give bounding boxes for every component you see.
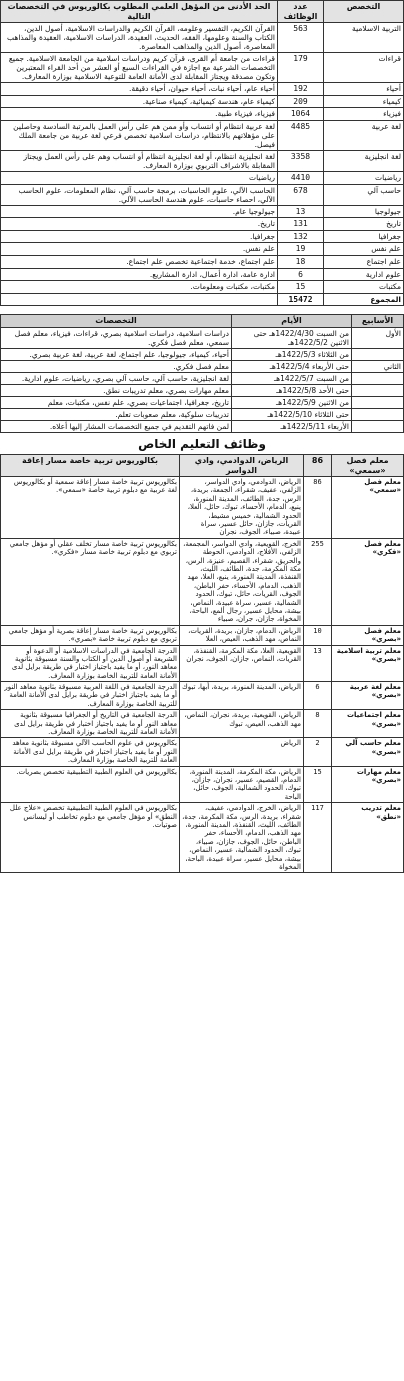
count-cell: 2	[304, 738, 332, 766]
count-cell: 13	[278, 205, 324, 218]
count-cell: 117	[304, 803, 332, 873]
spec-cell: لغة عربية	[324, 120, 404, 150]
qualification-cell: بكالوريوس تربية خاصة مسار تخلف عقلي أو مؤهل جامعي تربوي مع دبلوم تربية خاصة مسار «فكري».	[1, 538, 180, 625]
table-row	[1, 23, 404, 53]
cities-cell: الرياض، الدمام، جازان، بريدة، القريات، النماص، مهد الذهب، العيص، العلا	[180, 625, 304, 645]
requirement-cell: علم اجتماع، خدمة اجتماعية تخصص علم اجتماع.	[1, 255, 278, 268]
table-row	[1, 268, 404, 281]
table-row	[1, 327, 404, 348]
table-row	[1, 710, 404, 738]
days-cell: من الثلاثاء 1422/5/3هـ	[232, 348, 352, 360]
week-cell: الأول	[352, 327, 404, 348]
requirement-cell: لغة انجليزية انتظام، أو لغة انجليزية انتظام أو انتساب وهم على رأس العمل ويجتاز المقابلة بالاشراف التربوي بوزارة المعارف.	[1, 150, 278, 171]
requirement-cell: فيزياء، فيزياء طبية.	[1, 108, 278, 121]
requirement-cell: مكتبات، مكتبات ومعلومات.	[1, 281, 278, 294]
qualification-cell: الدرجة الجامعية في الدراسات الاسلامية أو الدعوة أو الشريعة أو أصول الدين أو الكتاب والسنة مسبوقة بثانوية معاهد النور، أو ما يفيد باجتياز اختبار في طريقة برايل لدى الأمانة العامة للتربية الخاصة بوزارة المعارف.	[1, 645, 180, 682]
table-row	[1, 408, 404, 420]
count-cell: 8	[304, 710, 332, 738]
col-header-role: معلم فصل «سمعي»	[332, 454, 404, 476]
role-cell: معلم تدريب «نطق»	[332, 803, 404, 873]
spec-cell: رياضيات	[324, 171, 404, 184]
days-cell: من السبت 1422/5/7هـ	[232, 372, 352, 384]
table-row	[1, 420, 404, 432]
count-cell: 10	[304, 625, 332, 645]
role-cell: معلم مهارات «بصري»	[332, 766, 404, 803]
days-cell: من الاثنين 1422/5/9هـ	[232, 396, 352, 408]
week-cell	[352, 348, 404, 360]
requirement-cell: لغة عربية انتظام أو انتساب وأو ممن هم على رأس العمل بالمرتبة السادسة وحاصلين على مؤهلاتهم بالانتظام، دراسات اسلامية تخصص فرعي لغة عربية من جامعة الملك فيصل.	[1, 120, 278, 150]
days-cell: الأربعاء 1422/5/11هـ	[232, 420, 352, 432]
specs-cell: لغة انجليزية، حاسب آلي، حاسب آلي بصري، رياضيات، علوم ادارية.	[1, 372, 232, 384]
count-cell: 678	[278, 184, 324, 205]
specs-cell: معلم مهارات بصري، معلم تدريبات نطق.	[1, 384, 232, 396]
role-cell: معلم فصل «سمعي»	[332, 477, 404, 539]
role-cell: معلم فصل «بصري»	[332, 625, 404, 645]
table-row	[1, 83, 404, 96]
count-cell: 1064	[278, 108, 324, 121]
spec-cell: لغة انجليزية	[324, 150, 404, 171]
jobs-table	[0, 0, 404, 306]
specs-cell: أحياء، كيمياء، جيولوجيا، علم اجتماع، لغة عربية، لغة عربية بصري.	[1, 348, 232, 360]
cities-cell: الرياض، القويعية، بريدة، نجران، النماص، مهد الذهب، العيص، تبوك	[180, 710, 304, 738]
col-header-spec: التخصص	[324, 1, 404, 23]
days-cell: من السبت 1422/4/30هـ حتى الاثنين 1422/5/2هـ	[232, 327, 352, 348]
count-cell: 4485	[278, 120, 324, 150]
count-cell: 6	[304, 682, 332, 710]
col-header-week: الأسابيع	[352, 315, 404, 328]
week-cell	[352, 372, 404, 384]
cities-cell: الرياض، الدوادمي، وادي الدواسر، الزلفي، عفيف، شقراء، الجمعة، بريدة، الرس، جدة، الطائف، المدينة المنورة، ينبع، الدمام، الأحساء، تبوك، حائل، العلا، الحدود الشمالية، خميس مشيط، القريات، جازان، حائل عسير، سراة عبيدة، صبياء، الجوف، نجران	[180, 477, 304, 539]
schedule-table	[0, 314, 404, 433]
spec-cell: مكتبات	[324, 281, 404, 294]
spec-cell: علم اجتماع	[324, 255, 404, 268]
table-row	[1, 477, 404, 539]
qualification-cell: بكالوريوس تربية خاصة مسار إعاقة بصرية أو مؤهل جامعي تربوي مع دبلوم تربية خاصة «بصري».	[1, 625, 180, 645]
table-row	[1, 803, 404, 873]
count-cell: 255	[304, 538, 332, 625]
specs-cell: دراسات اسلامية، دراسات اسلامية بصري، قراءات، فيزياء، معلم فصل سمعي، معلم فصل فكري.	[1, 327, 232, 348]
table-row	[1, 538, 404, 625]
spec-cell: جغرافيا	[324, 230, 404, 243]
spec-cell: قراءات	[324, 53, 404, 83]
requirement-cell: قراءات من جامعة أم القرى، قرآن كريم ودراسات اسلامية من الجامعة الاسلامية. جميع التخصصات الشرعية مع اجازة في القراءات السبع أو العشر من أحد القراء المعتبرين وتكون مصدقة ويجتاز المقابلة لدى الأمانة العامة للتوعية الاسلامية بوزارة المعارف.	[1, 53, 278, 83]
qualification-cell: الدرجة الجامعية في التاريخ أو الجغرافيا مسبوقة بثانوية معاهد النور أو ما يفيد باجتياز اختبار في طريقة برايل لدى الأمانة العامة للتربية الخاصة بوزارة المعارف.	[1, 710, 180, 738]
spec-cell: جيولوجيا	[324, 205, 404, 218]
count-cell: 209	[278, 95, 324, 108]
requirement-cell: جيولوجيا عام.	[1, 205, 278, 218]
total-value: 15472	[278, 293, 324, 306]
count-cell: 15	[278, 281, 324, 294]
spec-cell: تاريخ	[324, 218, 404, 231]
col-header-requirement: الحد الأدنى من المؤهل العلمي المطلوب بكالوريوس في التخصصات التالية	[1, 1, 278, 23]
col-header-specs: التخصصات	[1, 315, 232, 328]
table-row	[1, 255, 404, 268]
table-row	[1, 243, 404, 256]
role-cell: معلم تربية اسلامية «بصري»	[332, 645, 404, 682]
cities-cell: الخرج، القويعية، وادي الدواسر، المجمعة، الزلفي، الأفلاج، الدوادمي، الحوطة والحريق، شقراء، القصيم، عنيزة، الرس، مكة المكرمة، جدة، الطائف، الليث، القنفذة، المدينة المنورة، ينبع، العلا، مهد الذهب، الدمام، الأحساء، حفر الباطن، الجوف، القريات، حائل، تبوك، الحدود الشمالية، عسير، سراة عبيدة، النماص، بيشة، محايل عسير، رجال ألمع، الباحة، المخواة، جازان، جران، صبياء	[180, 538, 304, 625]
qualification-cell: بكالوريوس في العلوم الطبية التطبيقية تخصص بصريات.	[1, 766, 180, 803]
spec-cell: التربية الاسلامية	[324, 23, 404, 53]
count-cell: 15	[304, 766, 332, 803]
requirement-cell: تاريخ.	[1, 218, 278, 231]
spec-cell: أحياء	[324, 83, 404, 96]
qualification-cell: بكالوريوس في العلوم الطبية التطبيقية تخصص «علاج علل النطق» أو مؤهل جامعي مع دبلوم تخاطب أو ليسانس صوتيات.	[1, 803, 180, 873]
count-cell: 13	[304, 645, 332, 682]
days-cell: حتى الثلاثاء 1422/5/10هـ	[232, 408, 352, 420]
requirement-cell: أحياء عام، أحياء نبات، أحياء حيوان، أحياء دقيقة.	[1, 83, 278, 96]
count-cell: 3358	[278, 150, 324, 171]
table-row	[1, 205, 404, 218]
requirement-cell: ادارة عامة، ادارة أعمال، ادارة المشاريع.	[1, 268, 278, 281]
col-header-count: عدد الوظائف	[278, 1, 324, 23]
total-label: المجموع	[324, 293, 404, 306]
specs-cell: تدريبات سلوكية، معلم صعوبات تعلم.	[1, 408, 232, 420]
spec-cell: فيزياء	[324, 108, 404, 121]
days-cell: حتى الأحد 1422/5/8هـ	[232, 384, 352, 396]
spec-cell: حاسب آلي	[324, 184, 404, 205]
requirement-cell: الحاسب الآلي، علوم الحاسبات، برمجة حاسب آلي، نظام المعلومات، علوم الحاسب الآلي، احصاء حاسبات، علوم هندسة الحاسب الآلي.	[1, 184, 278, 205]
col-header-qualification: بكالوريوس تربية خاصة مسار إعاقة	[1, 454, 180, 476]
table-row	[1, 218, 404, 231]
count-cell: 132	[278, 230, 324, 243]
table-row	[1, 348, 404, 360]
table-row	[1, 108, 404, 121]
table-row	[1, 766, 404, 803]
requirement-cell: علم نفس.	[1, 243, 278, 256]
requirement-cell: القرآن الكريم، التفسير وعلومه، القرآن الكريم والدراسات الاسلامية، أصول الدين، الكتاب والسنة وعلومها، الفقه، الحديث، العقيدة، الدراسات الاسلامية، العقيدة والمذاهب المعاصرة، أصول الدين والمذاهب المعاصرة.	[1, 23, 278, 53]
specs-cell: معلم فصل فكري.	[1, 360, 232, 372]
count-cell: 6	[278, 268, 324, 281]
days-cell: حتى الأربعاء 1422/5/4هـ	[232, 360, 352, 372]
week-cell	[352, 396, 404, 408]
requirement-cell: كيمياء عام، هندسة كيميائية، كيمياء صناعية.	[1, 95, 278, 108]
total-row	[1, 293, 404, 306]
spec-cell: علوم ادارية	[324, 268, 404, 281]
section-title: وظائف التعليم الخاص	[138, 436, 266, 451]
special-ed-table	[0, 454, 404, 873]
count-cell: 192	[278, 83, 324, 96]
count-cell: 19	[278, 243, 324, 256]
spec-cell: كيمياء	[324, 95, 404, 108]
week-cell	[352, 384, 404, 396]
qualification-cell: الدرجة الجامعية في اللغة العربية مسبوقة بثانوية معاهد النور أو ما يفيد باجتياز اختبار في طريقة برايل لدى الأمانة العامة للتربية الخاصة بوزارة المعارف.	[1, 682, 180, 710]
table-row	[1, 120, 404, 150]
week-cell: الثاني	[352, 360, 404, 372]
col-header-days: الأيام	[232, 315, 352, 328]
week-cell	[352, 420, 404, 432]
cities-cell: القويعية، العلا، مكة المكرمة، القنفذة، القريات، النماص، جازان، الجوف، نجران	[180, 645, 304, 682]
table-row	[1, 384, 404, 396]
role-cell: معلم لغة عربية «بصري»	[332, 682, 404, 710]
role-cell: معلم اجتماعيات «بصري»	[332, 710, 404, 738]
requirement-cell: جغرافيا.	[1, 230, 278, 243]
cities-cell: الرياض، مكة المكرمة، المدينة المنورة، الدمام، القصيم، عسير، نجران، جازان، تبوك، الحدود الشمالية، الجوف، حائل، الباحة	[180, 766, 304, 803]
table-row	[1, 645, 404, 682]
count-cell: 4410	[278, 171, 324, 184]
total-empty	[1, 293, 278, 306]
table-row	[1, 230, 404, 243]
specs-cell: لمن فاتهم التقديم في جميع التخصصات المشار إليها أعلاه.	[1, 420, 232, 432]
table-row	[1, 281, 404, 294]
cities-cell: الرياض	[180, 738, 304, 766]
table-row	[1, 53, 404, 83]
count-cell: 131	[278, 218, 324, 231]
table-row	[1, 396, 404, 408]
table-row	[1, 738, 404, 766]
qualification-cell: بكالوريوس تربية خاصة مسار إعاقة سمعية أو بكالوريوس لغة عربية مع دبلوم تربية خاصة «سمعي».	[1, 477, 180, 539]
table-row	[1, 150, 404, 171]
qualification-cell: بكالوريوس في علوم الحاسب الآلي مسبوقة بثانوية معاهد النور أو ما يفيد باجتياز اختبار في طريقة برايل لدى الأمانة العامة للتربية الخاصة بوزارة المعارف.	[1, 738, 180, 766]
week-cell	[352, 408, 404, 420]
count-cell: 18	[278, 255, 324, 268]
table-row	[1, 171, 404, 184]
cities-cell: الرياض، الخرج، الدوادمي، عفيف، شقراء، بريدة، الرس، مكة المكرمة، جدة، الطائف، الليث، القنفذة، المدينة المنورة، مهد الذهب، الدمام، الأحساء، حفر الباطن، حائل، الجوف، جازان، صبياء، تبوك، الحدود الشمالية، عسير، النماص، بيشة، محايل عسير، سراة عبيدة، الباحة، المخواة	[180, 803, 304, 873]
count-cell: 86	[304, 477, 332, 539]
table-row	[1, 360, 404, 372]
count-cell: 179	[278, 53, 324, 83]
role-cell: معلم فصل «فكري»	[332, 538, 404, 625]
col-header-cities: الرياض، الدوادمي، وادي الدواسر	[180, 454, 304, 476]
table-row	[1, 95, 404, 108]
specs-cell: تاريخ، جغرافيا، اجتماعيات بصري، علم نفس، مكتبات، معلم	[1, 396, 232, 408]
table-row	[1, 372, 404, 384]
table-row	[1, 184, 404, 205]
count-cell: 563	[278, 23, 324, 53]
table-row	[1, 625, 404, 645]
table-row	[1, 682, 404, 710]
cities-cell: الرياض، المدينة المنورة، بريدة، أبها، تبوك	[180, 682, 304, 710]
spec-cell: علم نفس	[324, 243, 404, 256]
requirement-cell: رياضيات	[1, 171, 278, 184]
role-cell: معلم حاسب آلي «بصري»	[332, 738, 404, 766]
col-header-num: 86	[304, 454, 332, 476]
